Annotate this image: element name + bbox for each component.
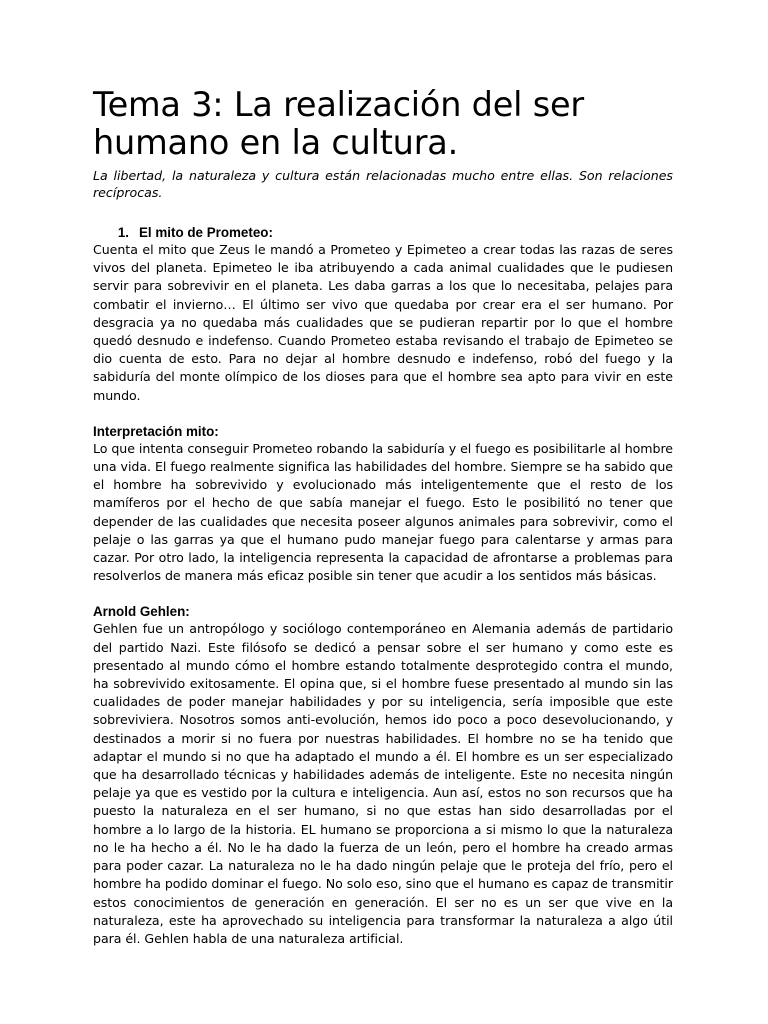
- spacer: [93, 405, 673, 423]
- intro-text: La libertad, la naturaleza y cultura están relacionadas mucho entre ellas. Son relaciones recíprocas.: [93, 168, 673, 200]
- spacer: [93, 585, 673, 603]
- section-body-gehlen: Gehlen fue un antropólogo y sociólogo contemporáneo en Alemania además de partidario del partido Nazi. Este filósofo se dedicó a pensar sobre el ser humano y como este es presentado al mundo cómo el hombre estando totalmente desprotegido contra el mundo, ha sobrevivido exitosamente. El opina que, si el hombre fuese presentado al mundo sin las cualidades de poder manejar habilidades y por su inteligencia, sería imposible que este sobreviviera. Nosotros somos anti-evolución, hemos ido poco a poco desevolucionando, y destinados a morir si no fuera por nuestras habilidades. El hombre no se ha tenido que adaptar el mundo si no que ha adaptado el mundo a él. El hombre es un ser especializado que ha desarrollado técnicas y habilidades además de inteligente. Este no necesita ningún pelaje ya que es vestido por la cultura e inteligencia. Aun así, estos no son recursos que ha puesto la naturaleza en el ser humano, si no que estas han sido desarrolladas por el hombre a lo largo de la historia. EL humano se proporciona a si mismo lo que la naturaleza no le ha hecho a él. No le ha dado la fuerza de un león, pero el hombre ha creado armas para poder cazar. La naturaleza no le ha dado ningún pelaje que le proteja del frío, pero el hombre ha podido dominar el fuego. No solo eso, sino que el humano es capaz de transmitir estos conocimientos de generación en generación. El ser no es un ser que vive en la naturaleza, este ha aprovechado su inteligencia para transformar la naturaleza a algo útil para él. Gehlen habla de una naturaleza artificial.: [93, 621, 673, 946]
- section-heading-prometeo: [93, 224, 673, 241]
- document-page: [93, 86, 673, 948]
- section-heading-gehlen: Arnold Gehlen:: [93, 604, 190, 620]
- section-body-prometeo: Cuenta el mito que Zeus le mandó a Prometeo y Epimeteo a crear todas las razas de seres vivos del planeta. Epimeteo le iba atribuyendo a cada animal cualidades que le pudiesen servir para sobrevivir en el planeta. Les daba garras a los que lo necesitaba, pelajes para combatir el invierno… El último ser vivo que quedaba por crear era el ser humano. Por desgracia ya no quedaba más cualidades que se pudieran repartir por lo que el hombre quedó desnudo e indefenso. Cuando Prometeo estaba revisando el trabajo de Epimeteo se dio cuenta de esto. Para no dejar al hombre desnudo e indefenso, robó del fuego y la sabiduría del monte olímpico de los dioses para que el hombre sea apto para vivir en este mundo.: [93, 242, 673, 403]
- section-number: 1.: [117, 225, 129, 240]
- section-body-interpretacion: Lo que intenta conseguir Prometeo robando la sabiduría y el fuego es posibilitarle al hombre una vida. El fuego realmente significa las habilidades del hombre. Siempre se ha sabido que el hombre ha sobrevivido y evolucionado más inteligentemente que el resto de los mamíferos por el hecho de que sabía manejar el fuego. Esto le posibilitó no tener que depender de las cualidades que necesita poseer algunos animales para sobrevivir, como el pelaje o las garras ya que el humano pudo manejar fuego para calentarse y armas para cazar. Por otro lado, la inteligencia representa la capacidad de afrontarse a problemas para resolverlos de manera más eficaz posible sin tener que acudir a los sentidos más básicas.: [93, 440, 673, 584]
- section-heading-interpretacion: Interpretación mito:: [93, 423, 219, 439]
- page-title: Tema 3: La realización del ser humano en la cultura.: [93, 85, 584, 162]
- section-heading-text: El mito de Prometeo:: [139, 225, 273, 240]
